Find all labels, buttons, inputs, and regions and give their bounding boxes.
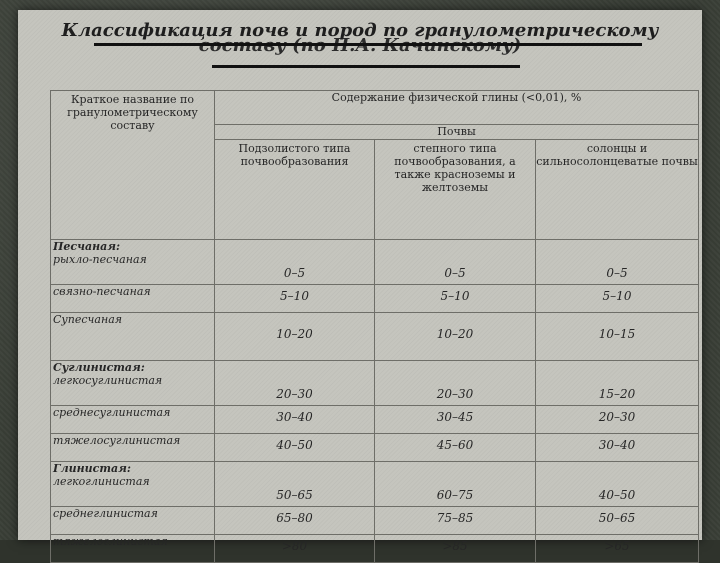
value-podzolic: 30–40 (215, 406, 375, 434)
value-steppe: >85 (375, 535, 536, 563)
row-label-cell (51, 361, 215, 406)
page-title (60, 20, 660, 62)
row-label: Супесчаная (53, 313, 123, 326)
group-name: Суглинистая: (53, 361, 145, 374)
value-steppe: 5–10 (375, 285, 536, 313)
value-podzolic: 40–50 (215, 434, 375, 462)
title-underline-1 (94, 43, 642, 46)
value-steppe: 45–60 (375, 434, 536, 462)
value-podzolic: 0–5 (215, 240, 375, 285)
value-solonetz: 0–5 (536, 240, 699, 285)
row-label-cell (51, 507, 215, 535)
row-label-cell (51, 406, 215, 434)
row-label-cell (51, 535, 215, 563)
value-steppe: 75–85 (375, 507, 536, 535)
value-steppe: 60–75 (375, 462, 536, 507)
group-name: Песчаная: (53, 240, 121, 253)
value-podzolic: 50–65 (215, 462, 375, 507)
table-row (51, 285, 699, 313)
row-label: тяжелосуглинистая (53, 434, 181, 447)
row-label: среднеглинистая (53, 507, 158, 520)
title-line-1: Классификация почв и пород по гранулометрическому (61, 20, 659, 41)
value-steppe: 10–20 (375, 313, 536, 361)
table-row (51, 361, 699, 406)
value-solonetz: 50–65 (536, 507, 699, 535)
table-row (51, 507, 699, 535)
value-solonetz: 5–10 (536, 285, 699, 313)
header-clay-content: Содержание физической глины (<0,01), % (215, 91, 699, 125)
header-podzolic: Подзолистого типа почвообразования (215, 140, 375, 240)
row-label-cell (51, 240, 215, 285)
soil-classification-table (50, 90, 699, 563)
value-steppe: 30–45 (375, 406, 536, 434)
header-soils: Почвы (215, 125, 699, 140)
row-label: связно-песчаная (53, 285, 151, 298)
value-podzolic: 65–80 (215, 507, 375, 535)
title-underline-2 (212, 65, 520, 68)
value-solonetz: 30–40 (536, 434, 699, 462)
value-steppe: 0–5 (375, 240, 536, 285)
row-label: среднесуглинистая (53, 406, 171, 419)
value-podzolic: 20–30 (215, 361, 375, 406)
value-podzolic: >80 (215, 535, 375, 563)
value-solonetz: >65 (536, 535, 699, 563)
table-row (51, 240, 699, 285)
row-label-cell (51, 434, 215, 462)
value-solonetz: 40–50 (536, 462, 699, 507)
table-row (51, 462, 699, 507)
table-row (51, 313, 699, 361)
header-solonetz: солонцы и сильносолонцеватые почвы (536, 140, 699, 240)
table-row (51, 434, 699, 462)
row-label-cell (51, 285, 215, 313)
row-label: легкоглинистая (53, 475, 150, 488)
header-name-column: Краткое название по гранулометрическому составу (51, 91, 215, 240)
row-label-cell (51, 462, 215, 507)
row-label-cell (51, 313, 215, 361)
row-label: рыхло-песчаная (53, 253, 147, 266)
table-row (51, 535, 699, 563)
group-name: Глинистая: (53, 462, 131, 475)
value-solonetz: 15–20 (536, 361, 699, 406)
value-podzolic: 10–20 (215, 313, 375, 361)
value-solonetz: 20–30 (536, 406, 699, 434)
table-row (51, 406, 699, 434)
row-label: тяжелоглинистая (53, 535, 168, 548)
value-podzolic: 5–10 (215, 285, 375, 313)
header-steppe: степного типа почвообразования, а также красноземы и желтоземы (375, 140, 536, 240)
row-label: легкосуглинистая (53, 374, 163, 387)
value-solonetz: 10–15 (536, 313, 699, 361)
value-steppe: 20–30 (375, 361, 536, 406)
